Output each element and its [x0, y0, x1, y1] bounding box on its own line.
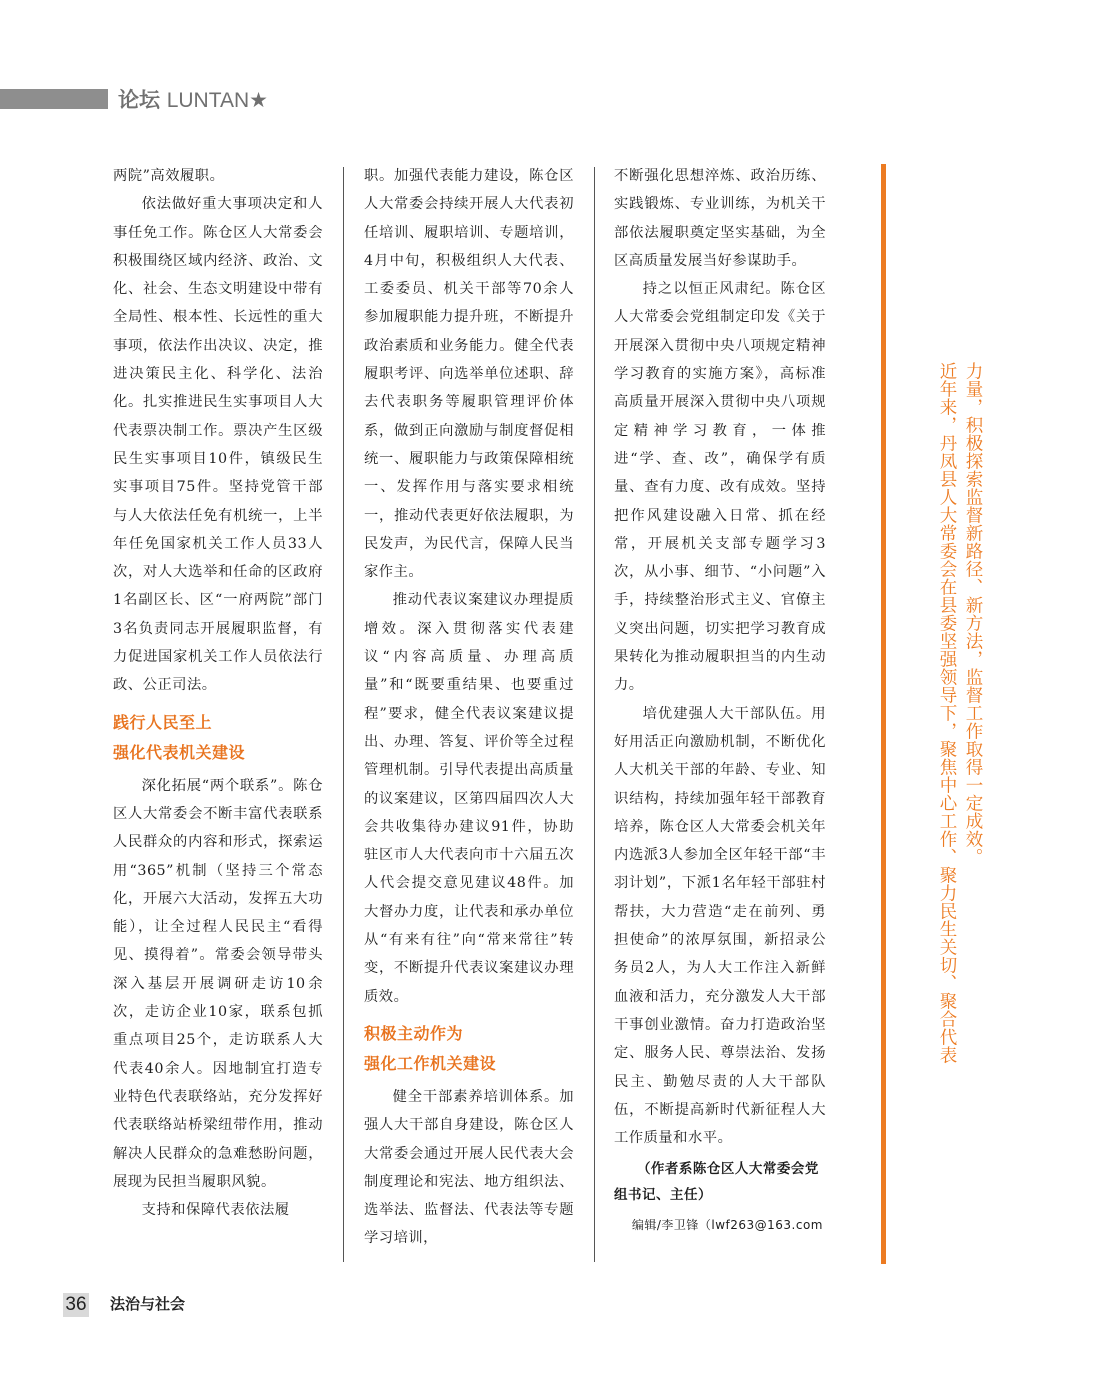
paragraph: 职。加强代表能力建设，陈仓区人大常委会持续开展人大代表初任培训、履职培训、专题培训，4月中旬，积极组织人大代表、工委委员、机关干部等70余人参加履职能力提升班，不断提升政治素质和业务能力。健全代表履职考评、向选举单位述职、辞去代表职务等履职管理评价体系，做到正向激励与制度督促相统一、履职能力与政策保障相统一、发挥作用与落实要求相统一，推动代表更好依法履职，为民发声，为民代言，保障人民当家作主。	[364, 168, 574, 581]
article-column-2	[364, 162, 574, 1253]
sidebar-quote-line-2: 近年来，丹凤县人大常委会在县委坚强领导下，聚焦中心工作、聚力民生关切、聚合代表	[937, 362, 957, 1064]
paragraph: 持之以恒正风肃纪。陈仓区人大常委会党组制定印发《关于开展深入贯彻中央八项规定精神学习教育的实施方案》，高标准高质量开展深入贯彻中央八项规定精神学习教育，一体推进“学、查、改”，确保学有质量、查有力度、改有成效。坚持把作风建设融入日常、抓在经常，开展机关支部专题学习3次，从小事、细节、“小问题”入手，持续整治形式主义、官僚主义突出问题，切实把学习教育成果转化为推动履职担当的内生动力。	[614, 281, 826, 694]
accent-rule	[881, 164, 886, 1264]
paragraph: 支持和保障代表依法履	[141, 1202, 290, 1219]
subheading-line: 践行人民至上	[113, 712, 213, 732]
column-divider	[594, 167, 595, 1262]
section-title-cn: 论坛	[118, 88, 160, 112]
paragraph: 培优建强人大干部队伍。用好用活正向激励机制，不断优化人大机关干部的年龄、专业、知识结构，持续加强年轻干部教育培养，陈仓区人大常委会机关年内选派3人参加全区年轻干部“丰羽计划”，下派1名年轻干部驻村帮扶，大力营造“走在前列、勇担使命”的浓厚氛围，新招录公务员2人，为人大工作注入新鲜血液和活力，充分激发人大干部干事创业激情。奋力打造政治坚定、服务人民、尊崇法治、发扬民主、勤勉尽责的人大干部队伍，不断提高新时代新征程人大工作质量和水平。	[614, 705, 826, 1147]
subheading-line: 强化代表机关建设	[113, 742, 246, 762]
subheading-line: 积极主动作为	[364, 1023, 464, 1043]
article-column-1	[113, 162, 323, 1224]
author-note: （作者系陈仓区人大常委会党组书记、主任）	[614, 1161, 819, 1204]
paragraph: 依法做好重大事项决定和人事任免工作。陈仓区人大常委会积极围绕区域内经济、政治、文化、社会、生态文明建设中带有全局性、根本性、长远性的重大事项，依法作出决议、决定，推进决策民主化、科学化、法治化。扎实推进民生实事项目人大代表票决制工作。票决产生区级民生实事项目10件，镇级民生实事项目75件。坚持党管干部与人大依法任免有机统一，上半年任免国家机关工作人员33人次，对人大选举和任命的区政府1名副区长、区“一府两院”部门3名负责同志开展履职监督，有力促进国家机关工作人员依法行政、公正司法。	[113, 196, 323, 694]
paragraph: 深化拓展“两个联系”。陈仓区人大常委会不断丰富代表联系人民群众的内容和形式，探索运用“365”机制（坚持三个常态化，开展六大活动，发挥五大功能），让全过程人民民主“看得见、摸得着”。常委会领导带头深入基层开展调研走访10余次，走访企业10家，联系包抓重点项目25个，走访联系人大代表40余人。因地制宜打造专业特色代表联络站，充分发挥好代表联络站桥梁纽带作用，推动解决人民群众的急难愁盼问题，展现为民担当履职风貌。	[113, 777, 323, 1190]
column-divider	[343, 167, 344, 1262]
section-header	[118, 85, 268, 115]
header-gray-bar	[0, 89, 108, 109]
editor-credit: 编辑/李卫锋（lwf263@163.com	[631, 1218, 823, 1233]
paragraph: 推动代表议案建议办理提质增效。深入贯彻落实代表建议“内容高质量、办理高质量”和“既要重结果、也要重过程”要求，健全代表议案建议提出、办理、答复、评价等全过程管理机制。引导代表提出高质量的议案建议，区第四届四次人大会共收集待办建议91件，协助驻区市人大代表向市十六届五次人代会提交意见建议48件。加大督办力度，让代表和承办单位从“有来有往”向“常来常往”转变，不断提升代表议案建议办理质效。	[364, 592, 574, 1005]
page-number: 36	[63, 1293, 89, 1317]
article-column-3	[614, 162, 826, 1238]
paragraph: 健全干部素养培训体系。加强人大干部自身建设，陈仓区人大常委会通过开展人民代表大会制度理论和宪法、地方组织法、选举法、监督法、代表法等专题学习培训，	[364, 1088, 574, 1247]
section-subheading	[364, 1019, 574, 1079]
section-title-en: LUNTAN★	[166, 89, 268, 112]
sidebar-quote-line-1: 力量，积极探索监督新路径、新方法，监督工作取得一定成效。	[963, 362, 983, 866]
paragraph: 两院”高效履职。	[113, 168, 225, 184]
paragraph: 不断强化思想淬炼、政治历练、实践锻炼、专业训练，为机关干部依法履职奠定坚实基础，为全区高质量发展当好参谋助手。	[614, 168, 826, 269]
section-subheading	[113, 708, 323, 768]
magazine-name: 法治与社会	[110, 1295, 186, 1313]
subheading-line: 强化工作机关建设	[364, 1053, 497, 1073]
